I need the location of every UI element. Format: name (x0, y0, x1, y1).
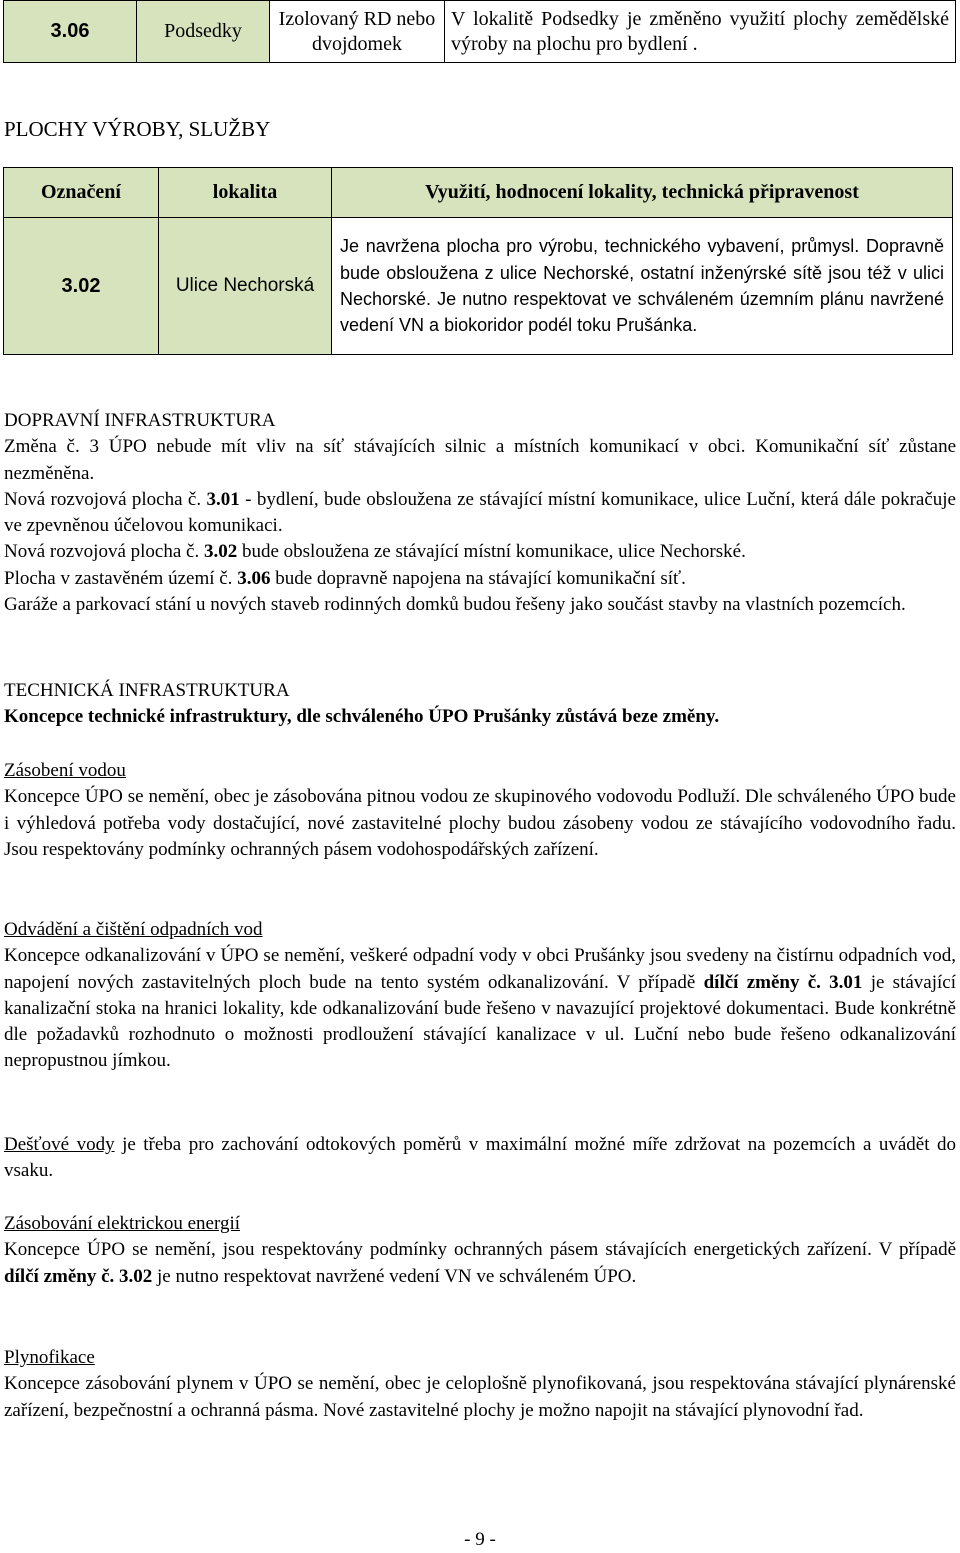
technical-subtitle: Koncepce technické infrastruktury, dle schváleného ÚPO Prušánky zůstává beze změny. (4, 706, 720, 728)
transport-paragraph-3: Nová rozvojová plocha č. 3.02 bude obsloužena ze stávající místní komunikace, ulice Nechorské. (4, 541, 746, 563)
section-title-production: PLOCHY VÝROBY, SLUŽBY (4, 117, 271, 141)
row-code: 3.06 (4, 1, 137, 63)
water-section (4, 758, 956, 863)
gas-section (4, 1345, 956, 1424)
production-row-locality: Ulice Nechorská (159, 218, 332, 355)
water-title: Zásobení vodou (4, 760, 126, 781)
power-title: Zásobování elektrickou energií (4, 1213, 241, 1234)
gas-text: Koncepce zásobování plynem v ÚPO se nemění, obec je celoplošně plynofikovaná, jsou respektována stávající plynárenské zařízení, bezpečnostní a ochranná pásma. Nové zastavitelné plochy je možno napojit na stávající plynovodní řad. (4, 1373, 956, 1421)
header-code: Označení (4, 168, 159, 218)
transport-paragraph-5: Garáže a parkovací stání u nových staveb rodinných domků budou řešeny jako součást stavby na vlastních pozemcích. (4, 594, 906, 616)
rain-section (4, 1132, 956, 1185)
technical-section (4, 678, 956, 731)
sewage-section (4, 917, 956, 1075)
transport-paragraph-1: Změna č. 3 ÚPO nebude mít vliv na síť stávajících silnic a místních komunikací v obci. Komunikační síť zůstane nezměněna. (4, 436, 956, 484)
power-text: Koncepce ÚPO se nemění, jsou respektovány podmínky ochranných pásem stávajících energetických zařízení. V případě dílčí změny č. 3.02 je nutno respektovat navržené vedení VN ve schváleném ÚPO. (4, 1239, 956, 1287)
sewage-title: Odvádění a čištění odpadních vod (4, 919, 263, 940)
production-row-description: Je navržena plocha pro výrobu, technického vybavení, průmysl. Dopravně bude obsloužena z ulice Nechorské, ostatní inženýrské sítě jsou též v ulici Nechorské. Je nutno respektovat ve schváleném územním plánu navržené vedení VN a biokoridor podél toku Prušánka. (332, 218, 953, 355)
row-description: V lokalitě Podsedky je změněno využití plochy zemědělské výroby na plochu pro bydlení . (445, 1, 956, 63)
water-text: Koncepce ÚPO se nemění, obec je zásobována pitnou vodou ze skupinového vodovodu Podluží. Dle schváleného ÚPO bude i výhledová potřeba vody dostačující, nové zastavitelné plochy budou zásobeny vodou ze stávajícího vodovodního řadu. Jsou respektovány podmínky ochranných pásem vodohospodářských zařízení. (4, 786, 956, 860)
transport-section (4, 408, 956, 618)
production-table (3, 167, 953, 355)
header-locality: lokalita (159, 168, 332, 218)
header-use: Využití, hodnocení lokality, technická připravenost (332, 168, 953, 218)
transport-paragraph-4: Plocha v zastavěném území č. 3.06 bude dopravně napojena na stávající komunikační síť. (4, 567, 686, 589)
row-locality: Podsedky (137, 1, 270, 63)
production-row-code: 3.02 (4, 218, 159, 355)
power-section (4, 1211, 956, 1290)
row-type: Izolovaný RD nebo dvojdomek (270, 1, 445, 63)
gas-title: Plynofikace (4, 1347, 95, 1368)
page-number: - 9 - (464, 1529, 496, 1550)
top-table (3, 0, 956, 63)
rain-text: Dešťové vody je třeba pro zachování odtokových poměrů v maximální možné míře zdržovat na pozemcích a uvádět do vsaku. (4, 1134, 957, 1182)
technical-title: TECHNICKÁ INFRASTRUKTURA (4, 680, 290, 701)
sewage-text: Koncepce odkanalizování v ÚPO se nemění, veškeré odpadní vody v obci Prušánky jsou svedeny na čistírnu odpadních vod, napojení nových zastavitelných ploch bude na tento systém odkanalizování. V případě dílčí změny č. 3.01 je stávající kanalizační stoka na hranici lokality, kde odkanalizování bude řešeno v navazující projektové dokumentaci. Bude konkrétně dle požadavků rozhodnuto o možnosti prodloužení stávající kanalizace v ul. Luční nebo bude řešeno odkanalizování nepropustnou jímkou. (4, 945, 956, 1072)
transport-title: DOPRAVNÍ INFRASTRUKTURA (4, 410, 276, 431)
transport-paragraph-2: Nová rozvojová plocha č. 3.01 - bydlení, bude obsloužena ze stávající místní komunikace, ulice Luční, která dále pokračuje ve zpevněnou účelovou komunikaci. (4, 488, 956, 537)
